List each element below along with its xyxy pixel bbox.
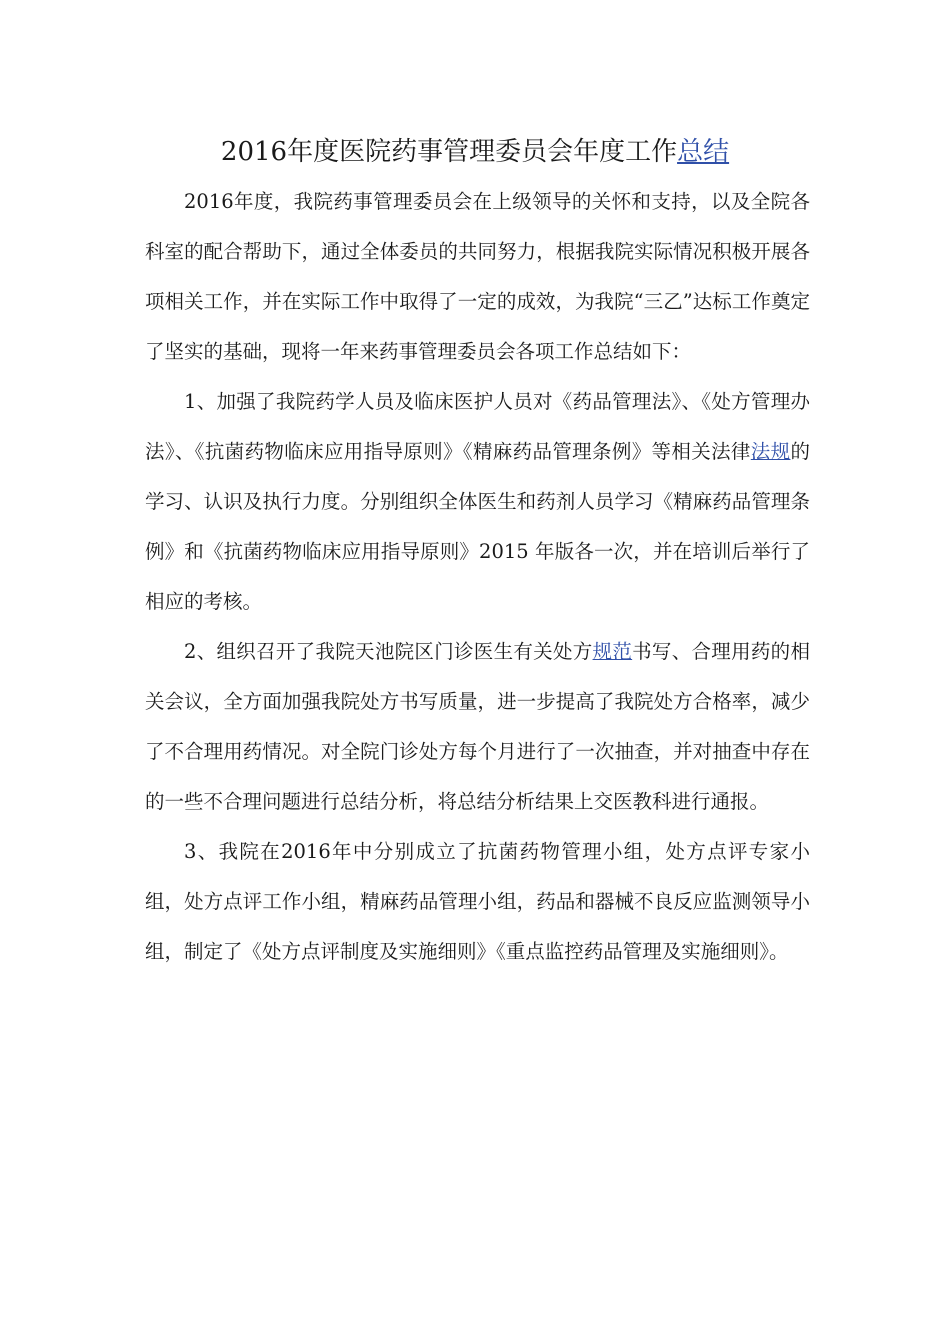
document-title <box>145 132 805 172</box>
document-body <box>145 177 810 977</box>
title-link-summary[interactable]: 总结 <box>677 137 730 167</box>
paragraph-item-1-text-b: 的学习、认识及执行力度。分别组织全体医生和药剂人员学习《精麻药品管理条例》和《抗菌药物临床应用指导原则》2015 年版各一次，并在培训后举行了相应的考核。 <box>145 440 810 613</box>
paragraph-item-2-text-a: 2、组织召开了我院天池院区门诊医生有关处方 <box>184 640 593 663</box>
paragraph-item-2-text-b: 书写、合理用药的相关会议，全方面加强我院处方书写质量，进一步提高了我院处方合格率，减少了不合理用药情况。对全院门诊处方每个月进行了一次抽查，并对抽查中存在的一些不合理问题进行总结分析，将总结分析结果上交医教科进行通报。 <box>145 640 810 813</box>
link-standards[interactable]: 规范 <box>592 640 633 663</box>
title-text: 2016年度医院药事管理委员会年度工作 <box>220 137 678 167</box>
paragraph-item-1 <box>145 377 810 627</box>
link-regulations[interactable]: 法规 <box>750 440 791 463</box>
paragraph-item-3: 3、我院在2016年中分别成立了抗菌药物管理小组，处方点评专家小组，处方点评工作小组，精麻药品管理小组，药品和器械不良反应监测领导小组，制定了《处方点评制度及实施细则》《重点监控药品管理及实施细则》。 <box>145 840 810 963</box>
paragraph-intro: 2016年度，我院药事管理委员会在上级领导的关怀和支持，以及全院各科室的配合帮助下，通过全体委员的共同努力，根据我院实际情况积极开展各项相关工作，并在实际工作中取得了一定的成效，为我院“三乙”达标工作奠定了坚实的基础，现将一年来药事管理委员会各项工作总结如下： <box>145 190 810 363</box>
paragraph-item-1-text-a: 1、加强了我院药学人员及临床医护人员对《药品管理法》、《处方管理办法》、《抗菌药物临床应用指导原则》《精麻药品管理条例》等相关法律 <box>145 390 810 463</box>
paragraph-item-2 <box>145 627 810 827</box>
